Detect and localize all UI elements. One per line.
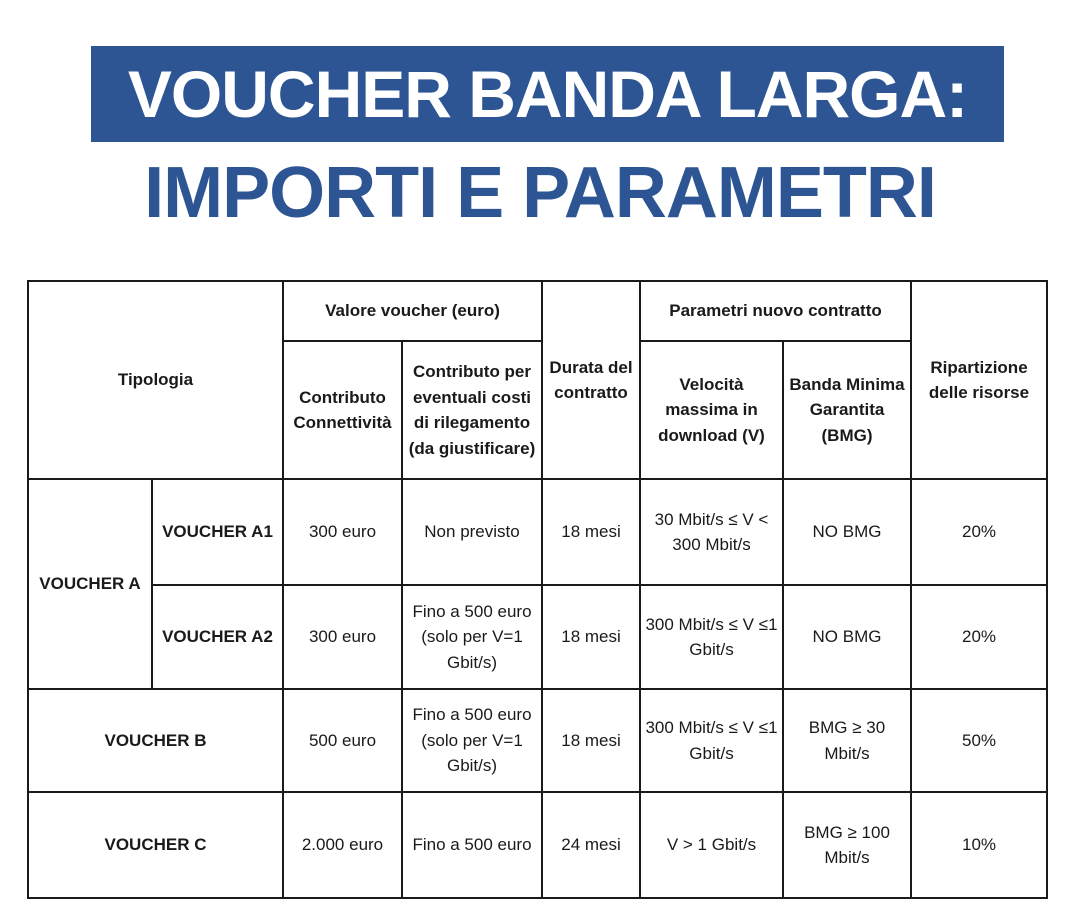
row-bmg: BMG ≥ 30 Mbit/s	[783, 689, 911, 792]
row-velocita: 300 Mbit/s ≤ V ≤1 Gbit/s	[640, 689, 783, 792]
row-contributo-connettivita: 300 euro	[283, 585, 402, 689]
row-velocita: 300 Mbit/s ≤ V ≤1 Gbit/s	[640, 585, 783, 689]
row-contributo-connettivita: 500 euro	[283, 689, 402, 792]
voucher-table	[27, 280, 1048, 899]
row-contributo-connettivita: 300 euro	[283, 479, 402, 585]
header-ripartizione: Ripartizione delle risorse	[911, 281, 1047, 479]
row-durata: 18 mesi	[542, 689, 640, 792]
row-contributo-rilegamento: Fino a 500 euro	[402, 792, 542, 898]
table-header-row-1	[28, 281, 1047, 341]
row-contributo-connettivita: 2.000 euro	[283, 792, 402, 898]
row-tipologia: VOUCHER C	[28, 792, 283, 898]
table-row	[28, 479, 1047, 585]
group-voucher-a: VOUCHER A	[28, 479, 152, 689]
row-contributo-rilegamento: Non previsto	[402, 479, 542, 585]
page-title-line2: IMPORTI E PARAMETRI	[144, 153, 936, 233]
row-tipologia: VOUCHER A1	[152, 479, 283, 585]
row-tipologia: VOUCHER B	[28, 689, 283, 792]
row-durata: 18 mesi	[542, 479, 640, 585]
row-contributo-rilegamento: Fino a 500 euro (solo per V=1 Gbit/s)	[402, 689, 542, 792]
header-parametri: Parametri nuovo contratto	[640, 281, 911, 341]
header-contributo-rilegamento: Contributo per eventuali costi di rilegamento (da giustificare)	[402, 341, 542, 479]
row-ripartizione: 10%	[911, 792, 1047, 898]
page-title-line1: VOUCHER BANDA LARGA:	[127, 57, 968, 131]
row-velocita: V > 1 Gbit/s	[640, 792, 783, 898]
table-row	[28, 689, 1047, 792]
row-ripartizione: 20%	[911, 585, 1047, 689]
header-bmg: Banda Minima Garantita (BMG)	[783, 341, 911, 479]
row-contributo-rilegamento: Fino a 500 euro (solo per V=1 Gbit/s)	[402, 585, 542, 689]
row-durata: 18 mesi	[542, 585, 640, 689]
header-valore-voucher: Valore voucher (euro)	[283, 281, 542, 341]
header-velocita: Velocità massima in download (V)	[640, 341, 783, 479]
table-row	[28, 792, 1047, 898]
header-durata: Durata del contratto	[542, 281, 640, 479]
row-bmg: NO BMG	[783, 479, 911, 585]
row-tipologia: VOUCHER A2	[152, 585, 283, 689]
row-ripartizione: 50%	[911, 689, 1047, 792]
header-contributo-connettivita: Contributo Connettività	[283, 341, 402, 479]
row-durata: 24 mesi	[542, 792, 640, 898]
row-velocita: 30 Mbit/s ≤ V < 300 Mbit/s	[640, 479, 783, 585]
row-bmg: BMG ≥ 100 Mbit/s	[783, 792, 911, 898]
title-banner	[91, 46, 1004, 142]
table-row	[28, 585, 1047, 689]
header-tipologia: Tipologia	[28, 281, 283, 479]
row-bmg: NO BMG	[783, 585, 911, 689]
row-ripartizione: 20%	[911, 479, 1047, 585]
